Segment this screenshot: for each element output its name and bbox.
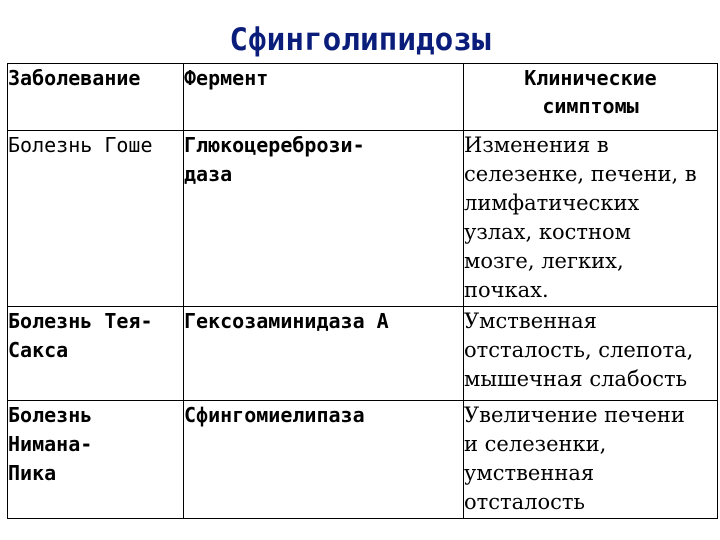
symptoms-cell: Умственная отсталость, слепота, мышечная слабость — [464, 307, 718, 401]
disease-cell: Болезнь Гоше — [8, 131, 184, 307]
page-title: Сфинголипидозы — [229, 22, 491, 58]
symptoms-cell: Увеличение печени и селезенки, умственная отсталость — [464, 401, 718, 519]
enzyme-cell: Гексозаминидаза А — [184, 307, 464, 401]
table-row — [8, 131, 718, 307]
symptoms-cell: Изменения в селезенке, печени, в лимфатических узлах, костном мозге, легких, почках. — [464, 131, 718, 307]
disease-cell: Болезнь Тея- Сакса — [8, 307, 184, 401]
table-header-row — [8, 64, 718, 131]
table-row — [8, 307, 718, 401]
sphingolipidoses-table — [7, 63, 718, 519]
header-enzyme: Фермент — [184, 64, 464, 131]
header-disease: Заболевание — [8, 64, 184, 131]
header-symptoms: Клинические симптомы — [464, 64, 718, 131]
enzyme-cell: Сфингомиелипаза — [184, 401, 464, 519]
table-row — [8, 401, 718, 519]
enzyme-cell: Глюкоцеребрози- даза — [184, 131, 464, 307]
disease-cell: Болезнь Нимана- Пика — [8, 401, 184, 519]
